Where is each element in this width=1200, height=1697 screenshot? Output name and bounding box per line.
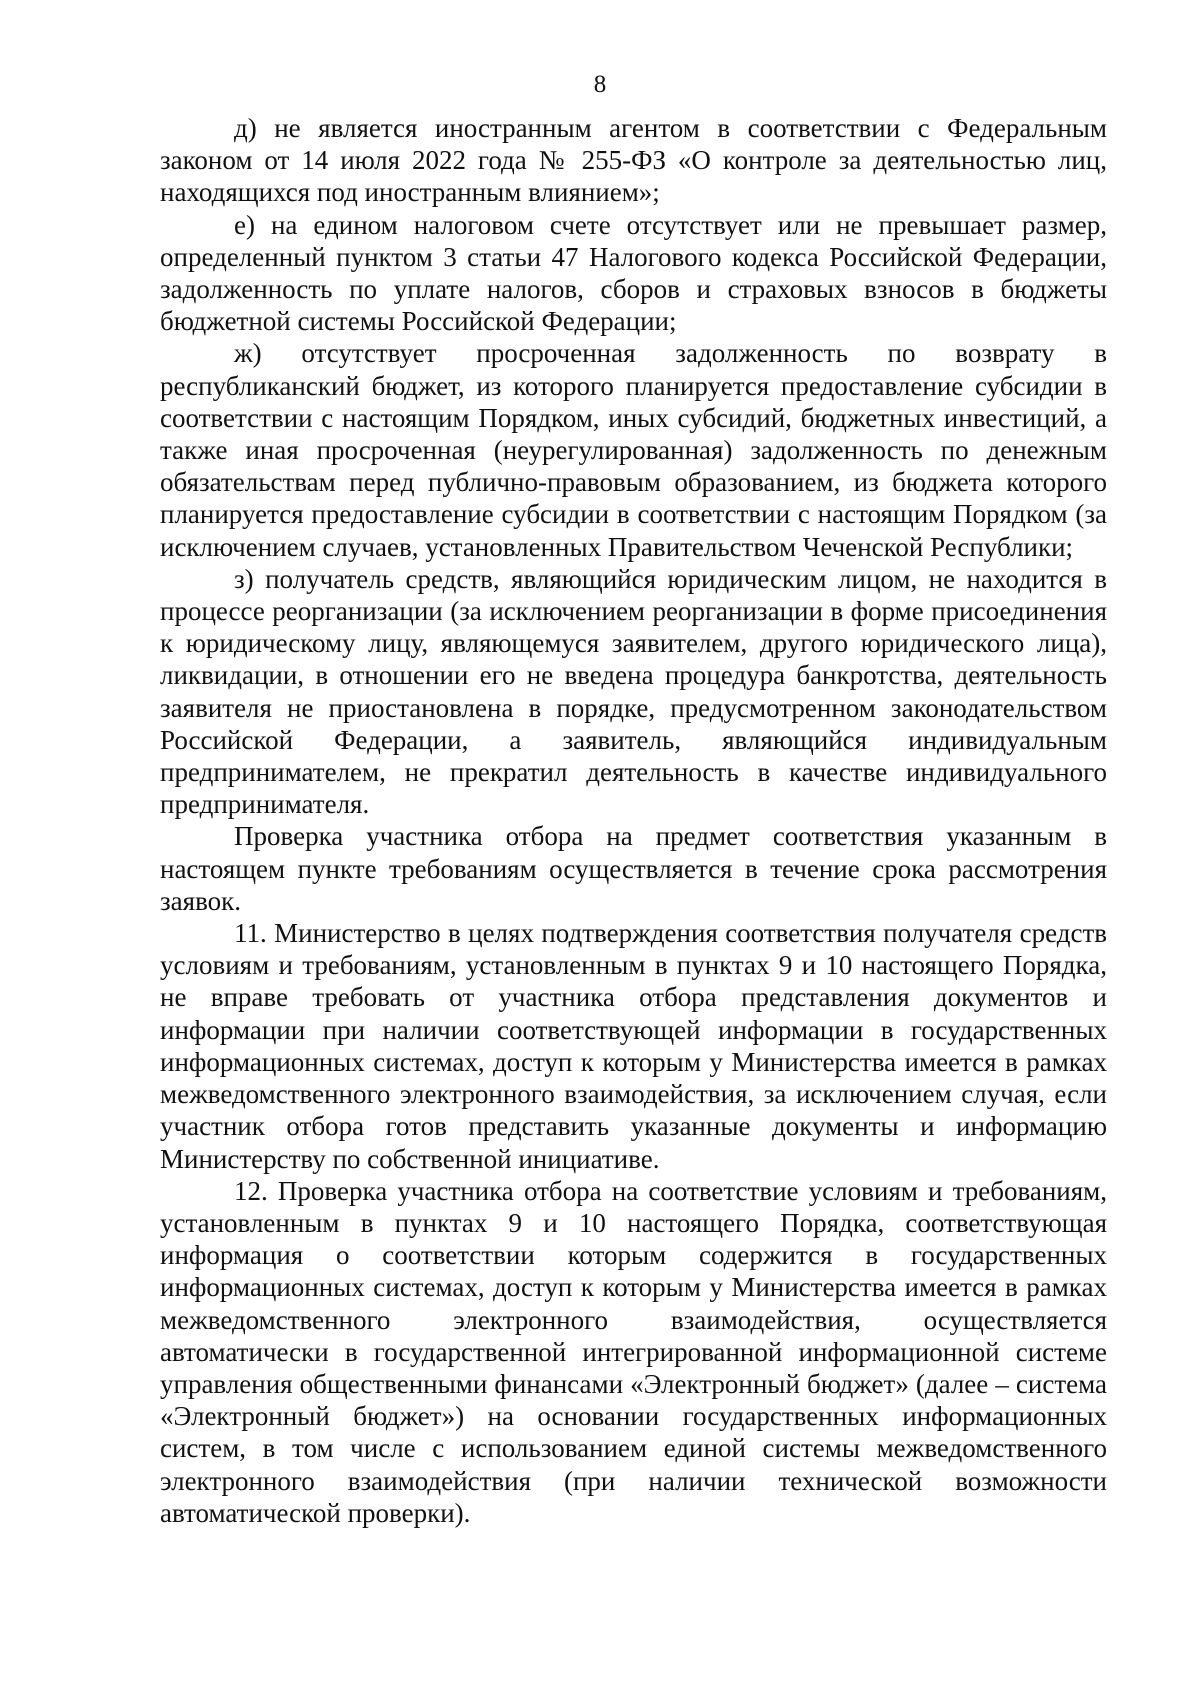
- page-number: 8: [593, 71, 607, 98]
- paragraph-d-foreign-agent: д) не является иностранным агентом в соответствии с Федеральным законом от 14 июля 2022 года № 255-ФЗ «О контроле за деятельностью лиц, находящихся под иностранным влиянием»;: [160, 113, 1107, 208]
- paragraph-verification-period: Проверка участника отбора на предмет соответствия указанным в настоящем пункте требованиям осуществляется в течение срока рассмотрения заявок.: [160, 821, 1107, 916]
- paragraph-zh-overdue-debt: ж) отсутствует просроченная задолженность по возврату в республиканский бюджет, из которого планируется предоставление субсидии в соответствии с настоящим Порядком, иных субсидий, бюджетных инвестиций, а также иная просроченная (неурегулированная) задолженность по денежным обязательствам перед публично-правовым образованием, из бюджета которого планируется предоставление субсидии в соответствии с настоящим Порядком (за исключением случаев, установленных Правительством Чеченской Республики;: [160, 338, 1107, 562]
- paragraph-e-tax-debt: е) на едином налоговом счете отсутствует или не превышает размер, определенный пунктом 3 статьи 47 Налогового кодекса Российской Федерации, задолженность по уплате налогов, сборов и страховых взносов в бюджеты бюджетной системы Российской Федерации;: [160, 209, 1107, 337]
- document-body: [160, 112, 1107, 1529]
- paragraph-12-automatic-check: 12. Проверка участника отбора на соответствие условиям и требованиям, установленным в пунктах 9 и 10 настоящего Порядка, соответствующая информация о соответствии которым содержится в государственных информационных системах, доступ к которым у Министерства имеется в рамках межведомственного электронного взаимодействия, осуществляется автоматически в государственной интегрированной информационной системе управления общественными финансами «Электронный бюджет» (далее – система «Электронный бюджет») на основании государственных информационных систем, в том числе с использованием единой системы межведомственного электронного взаимодействия (при наличии технической возможности автоматической проверки).: [160, 1175, 1107, 1528]
- paragraph-11-ministry-documents: 11. Министерство в целях подтверждения соответствия получателя средств условиям и требованиям, установленным в пунктах 9 и 10 настоящего Порядка, не вправе требовать от участника отбора представления документов и информации при наличии соответствующей информации в государственных информационных системах, доступ к которым у Министерства имеется в рамках межведомственного электронного взаимодействия, за исключением случая, если участник отбора готов представить указанные документы и информацию Министерству по собственной инициативе.: [160, 918, 1107, 1174]
- paragraph-z-reorganization: з) получатель средств, являющийся юридическим лицом, не находится в процессе реорганизации (за исключением реорганизации в форме присоединения к юридическому лицу, являющемуся заявителем, другого юридического лица), ликвидации, в отношении его не введена процедура банкротства, деятельность заявителя не приостановлена в порядке, предусмотренном законодательством Российской Федерации, а заявитель, являющийся индивидуальным предпринимателем, не прекратил деятельность в качестве индивидуального предпринимателя.: [160, 563, 1107, 820]
